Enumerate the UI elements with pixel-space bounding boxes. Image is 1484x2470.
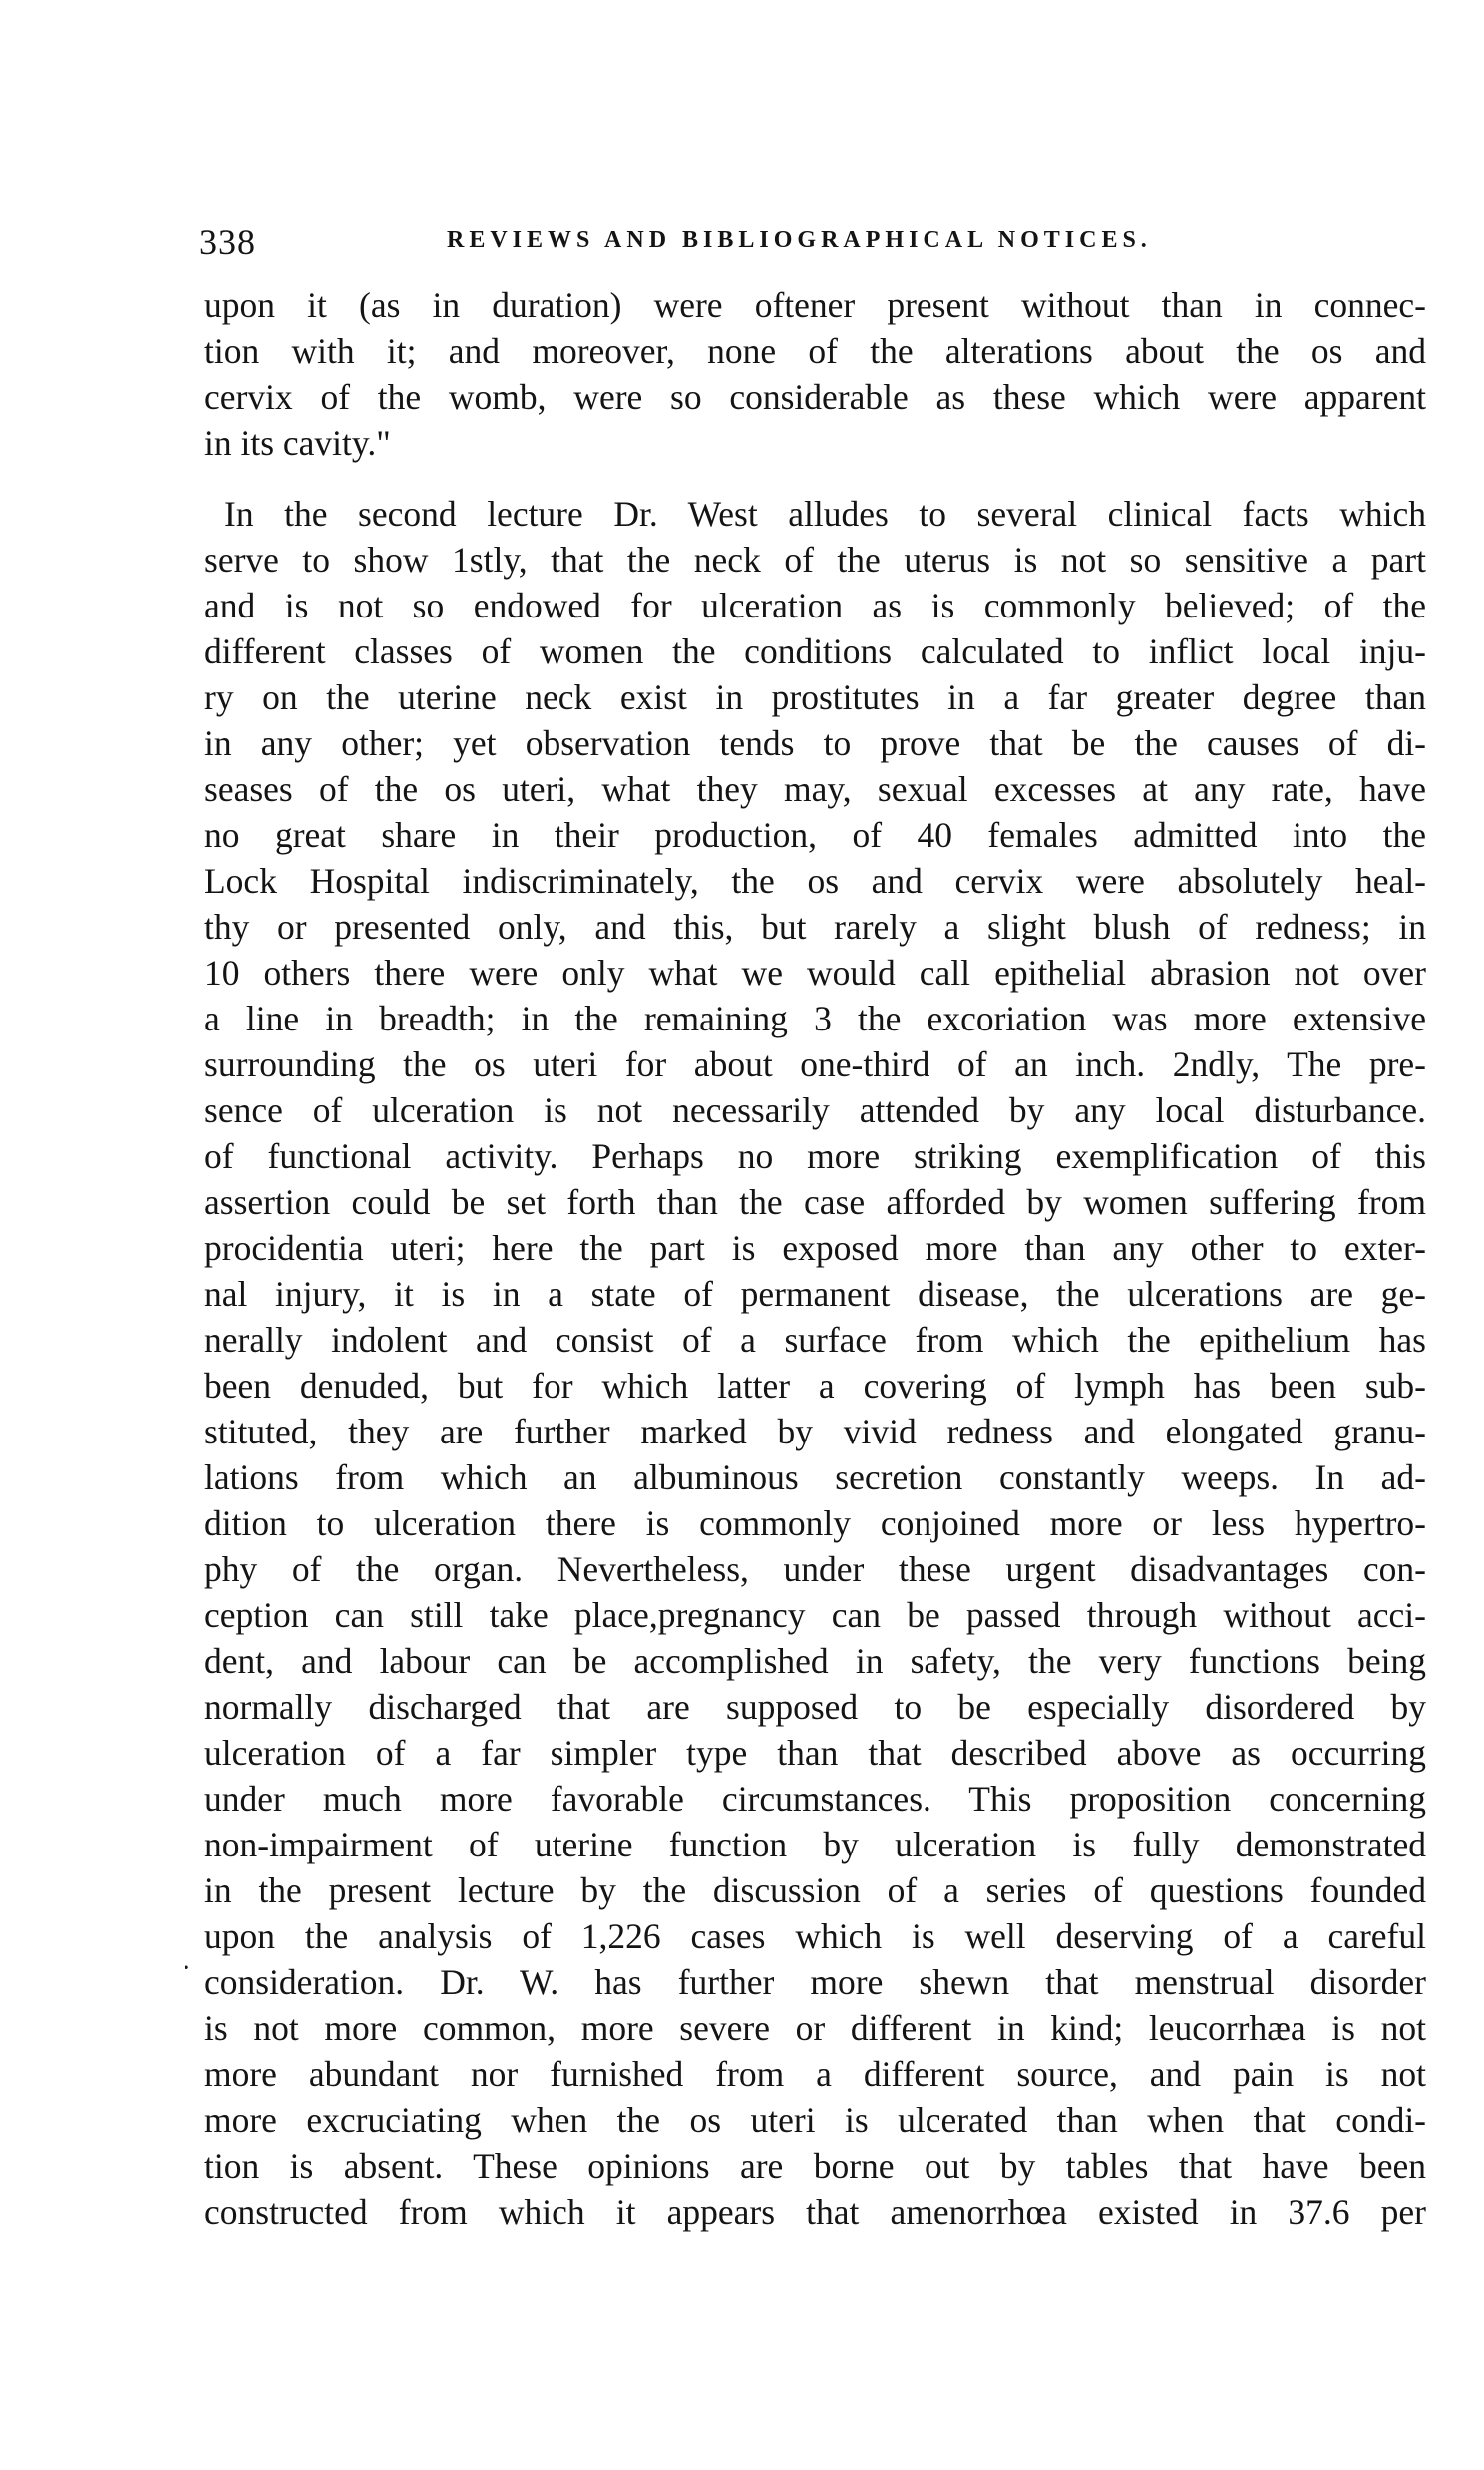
text-line: been denuded, but for which latter a covering of lymph has been sub- xyxy=(204,1366,1426,1406)
text-line: ulceration of a far simpler type than that described above as occurring xyxy=(204,1733,1426,1773)
text-line: more abundant nor furnished from a different source, and pain is not xyxy=(204,2054,1426,2094)
text-line: stituted, they are further marked by vivid redness and elongated granu- xyxy=(204,1412,1426,1451)
text-line: upon the analysis of 1,226 cases which is well deserving of a careful xyxy=(204,1916,1426,1956)
text-line: seases of the os uteri, what they may, sexual excesses at any rate, have xyxy=(204,769,1426,809)
running-title: REVIEWS AND BIBLIOGRAPHICAL NOTICES. xyxy=(447,227,1152,253)
text-line: different classes of women the conditions calculated to inflict local inju- xyxy=(204,631,1426,671)
text-line: serve to show 1stly, that the neck of the uterus is not so sensitive a part xyxy=(204,540,1426,580)
text-line: in any other; yet observation tends to prove that be the causes of di- xyxy=(204,723,1426,763)
margin-mark: · xyxy=(182,1951,191,1984)
text-line: cervix of the womb, were so considerable as these which were apparent xyxy=(204,377,1426,417)
text-line: tion is absent. These opinions are borne out by tables that have been xyxy=(204,2146,1426,2186)
text-line: dent, and labour can be accomplished in safety, the very functions being xyxy=(204,1641,1426,1681)
text-line: procidentia uteri; here the part is exposed more than any other to exter- xyxy=(204,1228,1426,1268)
text-line: under much more favorable circumstances. This proposition concerning xyxy=(204,1779,1426,1819)
text-line: a line in breadth; in the remaining 3 the excoriation was more extensive xyxy=(204,999,1426,1038)
text-line: ception can still take place,pregnancy can be passed through without acci- xyxy=(204,1595,1426,1635)
running-head xyxy=(199,221,1426,265)
text-line: no great share in their production, of 40 females admitted into the xyxy=(204,815,1426,855)
text-line: in its cavity." xyxy=(204,423,391,463)
text-line: tion with it; and moreover, none of the alterations about the os and xyxy=(204,331,1426,371)
text-line: ry on the uterine neck exist in prostitutes in a far greater degree than xyxy=(204,677,1426,717)
text-line: nerally indolent and consist of a surface from which the epithelium has xyxy=(204,1320,1426,1360)
text-line: and is not so endowed for ulceration as is commonly believed; of the xyxy=(204,586,1426,625)
text-line: surrounding the os uteri for about one-third of an inch. 2ndly, The pre- xyxy=(204,1044,1426,1084)
text-line: in the present lecture by the discussion of a series of questions founded xyxy=(204,1870,1426,1910)
text-line: consideration. Dr. W. has further more shewn that menstrual disorder xyxy=(204,1962,1426,2002)
text-line: lations from which an albuminous secretion constantly weeps. In ad- xyxy=(204,1457,1426,1497)
text-line: nal injury, it is in a state of permanent disease, the ulcerations are ge- xyxy=(204,1274,1426,1314)
text-line: assertion could be set forth than the case afforded by women suffering from xyxy=(204,1182,1426,1222)
text-line: is not more common, more severe or different in kind; leucorrhæa is not xyxy=(204,2008,1426,2048)
page-number: 338 xyxy=(199,222,256,262)
text-line: upon it (as in duration) were oftener present without than in connec- xyxy=(204,285,1426,325)
text-line: phy of the organ. Nevertheless, under these urgent disadvantages con- xyxy=(204,1549,1426,1589)
text-line: dition to ulceration there is commonly conjoined more or less hypertro- xyxy=(204,1503,1426,1543)
text-line: more excruciating when the os uteri is ulcerated than when that condi- xyxy=(204,2100,1426,2140)
paragraph-first-line: In the second lecture Dr. West alludes to several clinical facts which xyxy=(224,494,1426,534)
text-line xyxy=(204,2233,1426,2282)
text-line: 10 others there were only what we would call epithelial abrasion not over xyxy=(204,953,1426,993)
text-line: thy or presented only, and this, but rarely a slight blush of redness; in xyxy=(204,907,1426,947)
text-line: constructed from which it appears that amenorrhœa existed in 37.6 per xyxy=(204,2192,1426,2232)
text-line: Lock Hospital indiscriminately, the os and cervix were absolutely heal- xyxy=(204,861,1426,901)
text-line: sence of ulceration is not necessarily attended by any local disturbance. xyxy=(204,1090,1426,1130)
text-line: non-impairment of uterine function by ulceration is fully demonstrated xyxy=(204,1825,1426,1864)
text-line: normally discharged that are supposed to be especially disordered by xyxy=(204,1687,1426,1727)
text-line: of functional activity. Perhaps no more striking exemplification of this xyxy=(204,1136,1426,1176)
